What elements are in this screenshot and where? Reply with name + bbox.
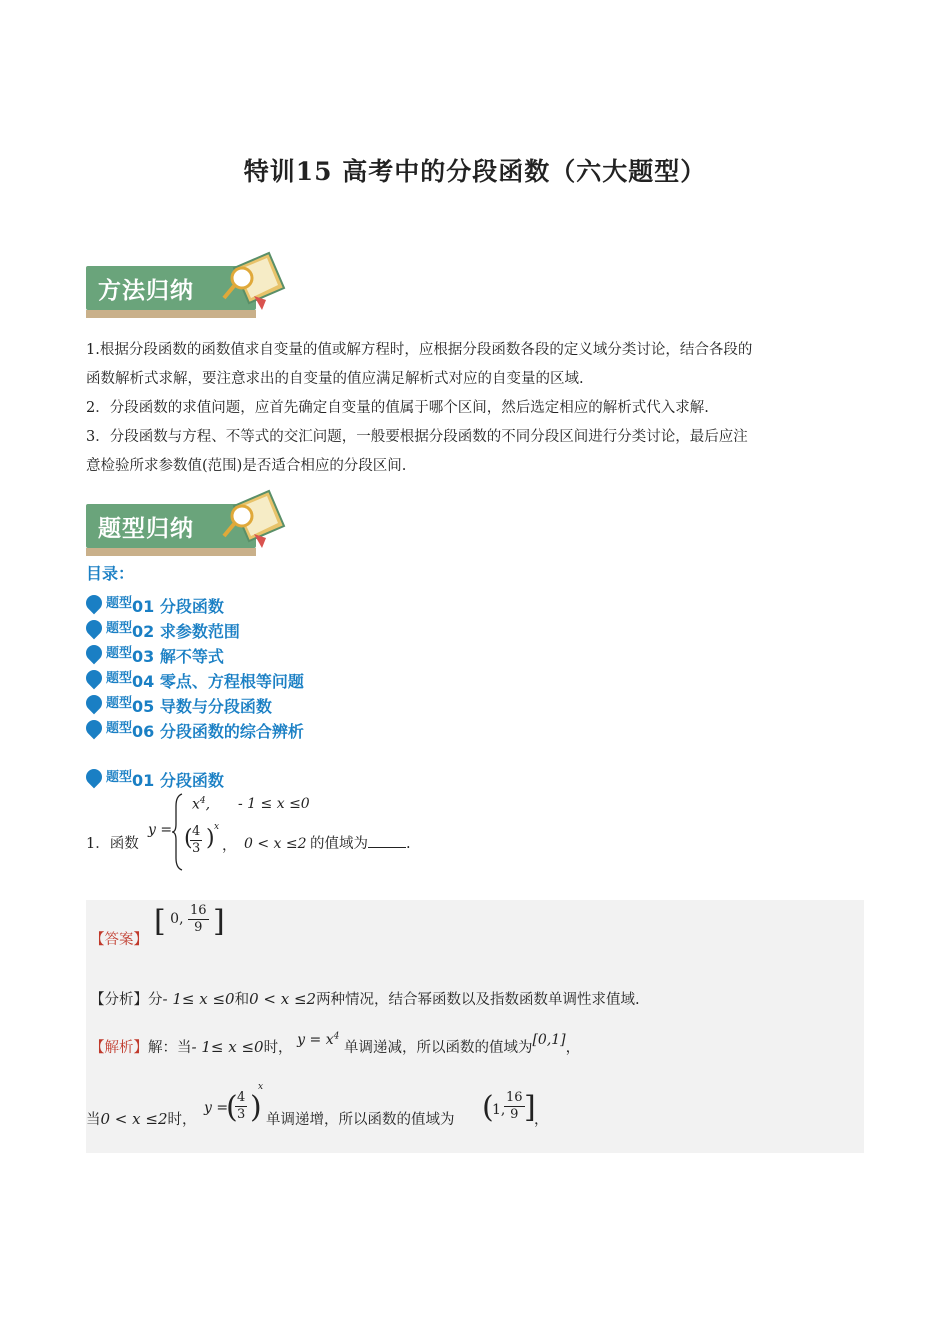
section-heading: 题型 01 分段函数 bbox=[86, 768, 224, 791]
method-banner-label: 方法归纳 bbox=[98, 278, 194, 304]
solution-line-1: 【解析】解：当- 1≤ x ≤0时， $y = x^4$ 单调递减，所以函数的值域为[0,1]， bbox=[90, 1031, 581, 1056]
book-magnifier-icon bbox=[214, 248, 294, 318]
book-magnifier-icon bbox=[214, 486, 294, 556]
types-banner bbox=[86, 496, 286, 566]
toc-item[interactable]: 题型 02 求参数范围 bbox=[86, 618, 304, 643]
location-pin-icon bbox=[83, 591, 106, 614]
location-pin-icon bbox=[83, 641, 106, 664]
answer-interval: [ 0, $\frac{16}{9}$ ] bbox=[154, 902, 225, 939]
method-paragraph-3: 3．分段函数与方程、不等式的交汇问题，一般要根据分段函数的不同分段区间进行分类讨论，最后应注 意检验所求参数值(范围)是否适合相应的分段区间. bbox=[86, 429, 748, 474]
types-banner-label: 题型归纳 bbox=[98, 516, 194, 542]
answer-label: 【答案】 bbox=[90, 932, 148, 948]
method-paragraph-2: 2．分段函数的求值问题，应首先确定自变量的值属于哪个区间，然后选定相应的解析式代入求解. bbox=[86, 400, 709, 416]
analysis-line: 【分析】分- 1≤ x ≤0和0 < x ≤2两种情况，结合幂函数以及指数函数单调性求值域. bbox=[90, 990, 640, 1008]
location-pin-icon bbox=[83, 765, 106, 788]
location-pin-icon bbox=[83, 716, 106, 739]
location-pin-icon bbox=[83, 691, 106, 714]
method-banner bbox=[86, 258, 286, 328]
location-pin-icon bbox=[83, 616, 106, 639]
toc-item[interactable]: 题型 05 导数与分段函数 bbox=[86, 693, 304, 718]
method-paragraph-1: 1.根据分段函数的函数值求自变量的值或解方程时，应根据分段函数各段的定义域分类讨论，结合各段的 函数解析式求解，要注意求出的自变量的值应满足解析式对应的自变量的区域. bbox=[86, 342, 753, 387]
location-pin-icon bbox=[83, 666, 106, 689]
toc-item[interactable]: 题型 01 分段函数 bbox=[86, 593, 304, 618]
answer-box bbox=[86, 900, 864, 1153]
toc-item[interactable]: 题型 03 解不等式 bbox=[86, 643, 304, 668]
toc-item[interactable]: 题型 04 零点、方程根等问题 bbox=[86, 668, 304, 693]
question-1: 1．函数 y = $x^4$, - 1 ≤ x ≤0 ( $\frac{4}{3}$ ) x ， 0 < x ≤2 的值域为 . bbox=[86, 788, 586, 873]
solution-line-2: 当0 < x ≤2时， y = ( $\frac{4}{3}$ ) x 单调递增，所以函数的值域为 ( 1, $\frac{16}{9}$ ] ， bbox=[86, 1082, 549, 1128]
toc-list bbox=[86, 593, 304, 743]
page-title: 特训15 高考中的分段函数（六大题型） bbox=[243, 157, 707, 186]
toc-title: 目录： bbox=[86, 564, 135, 583]
left-brace-icon bbox=[172, 792, 184, 872]
toc-item[interactable]: 题型 06 分段函数的综合辨析 bbox=[86, 718, 304, 743]
